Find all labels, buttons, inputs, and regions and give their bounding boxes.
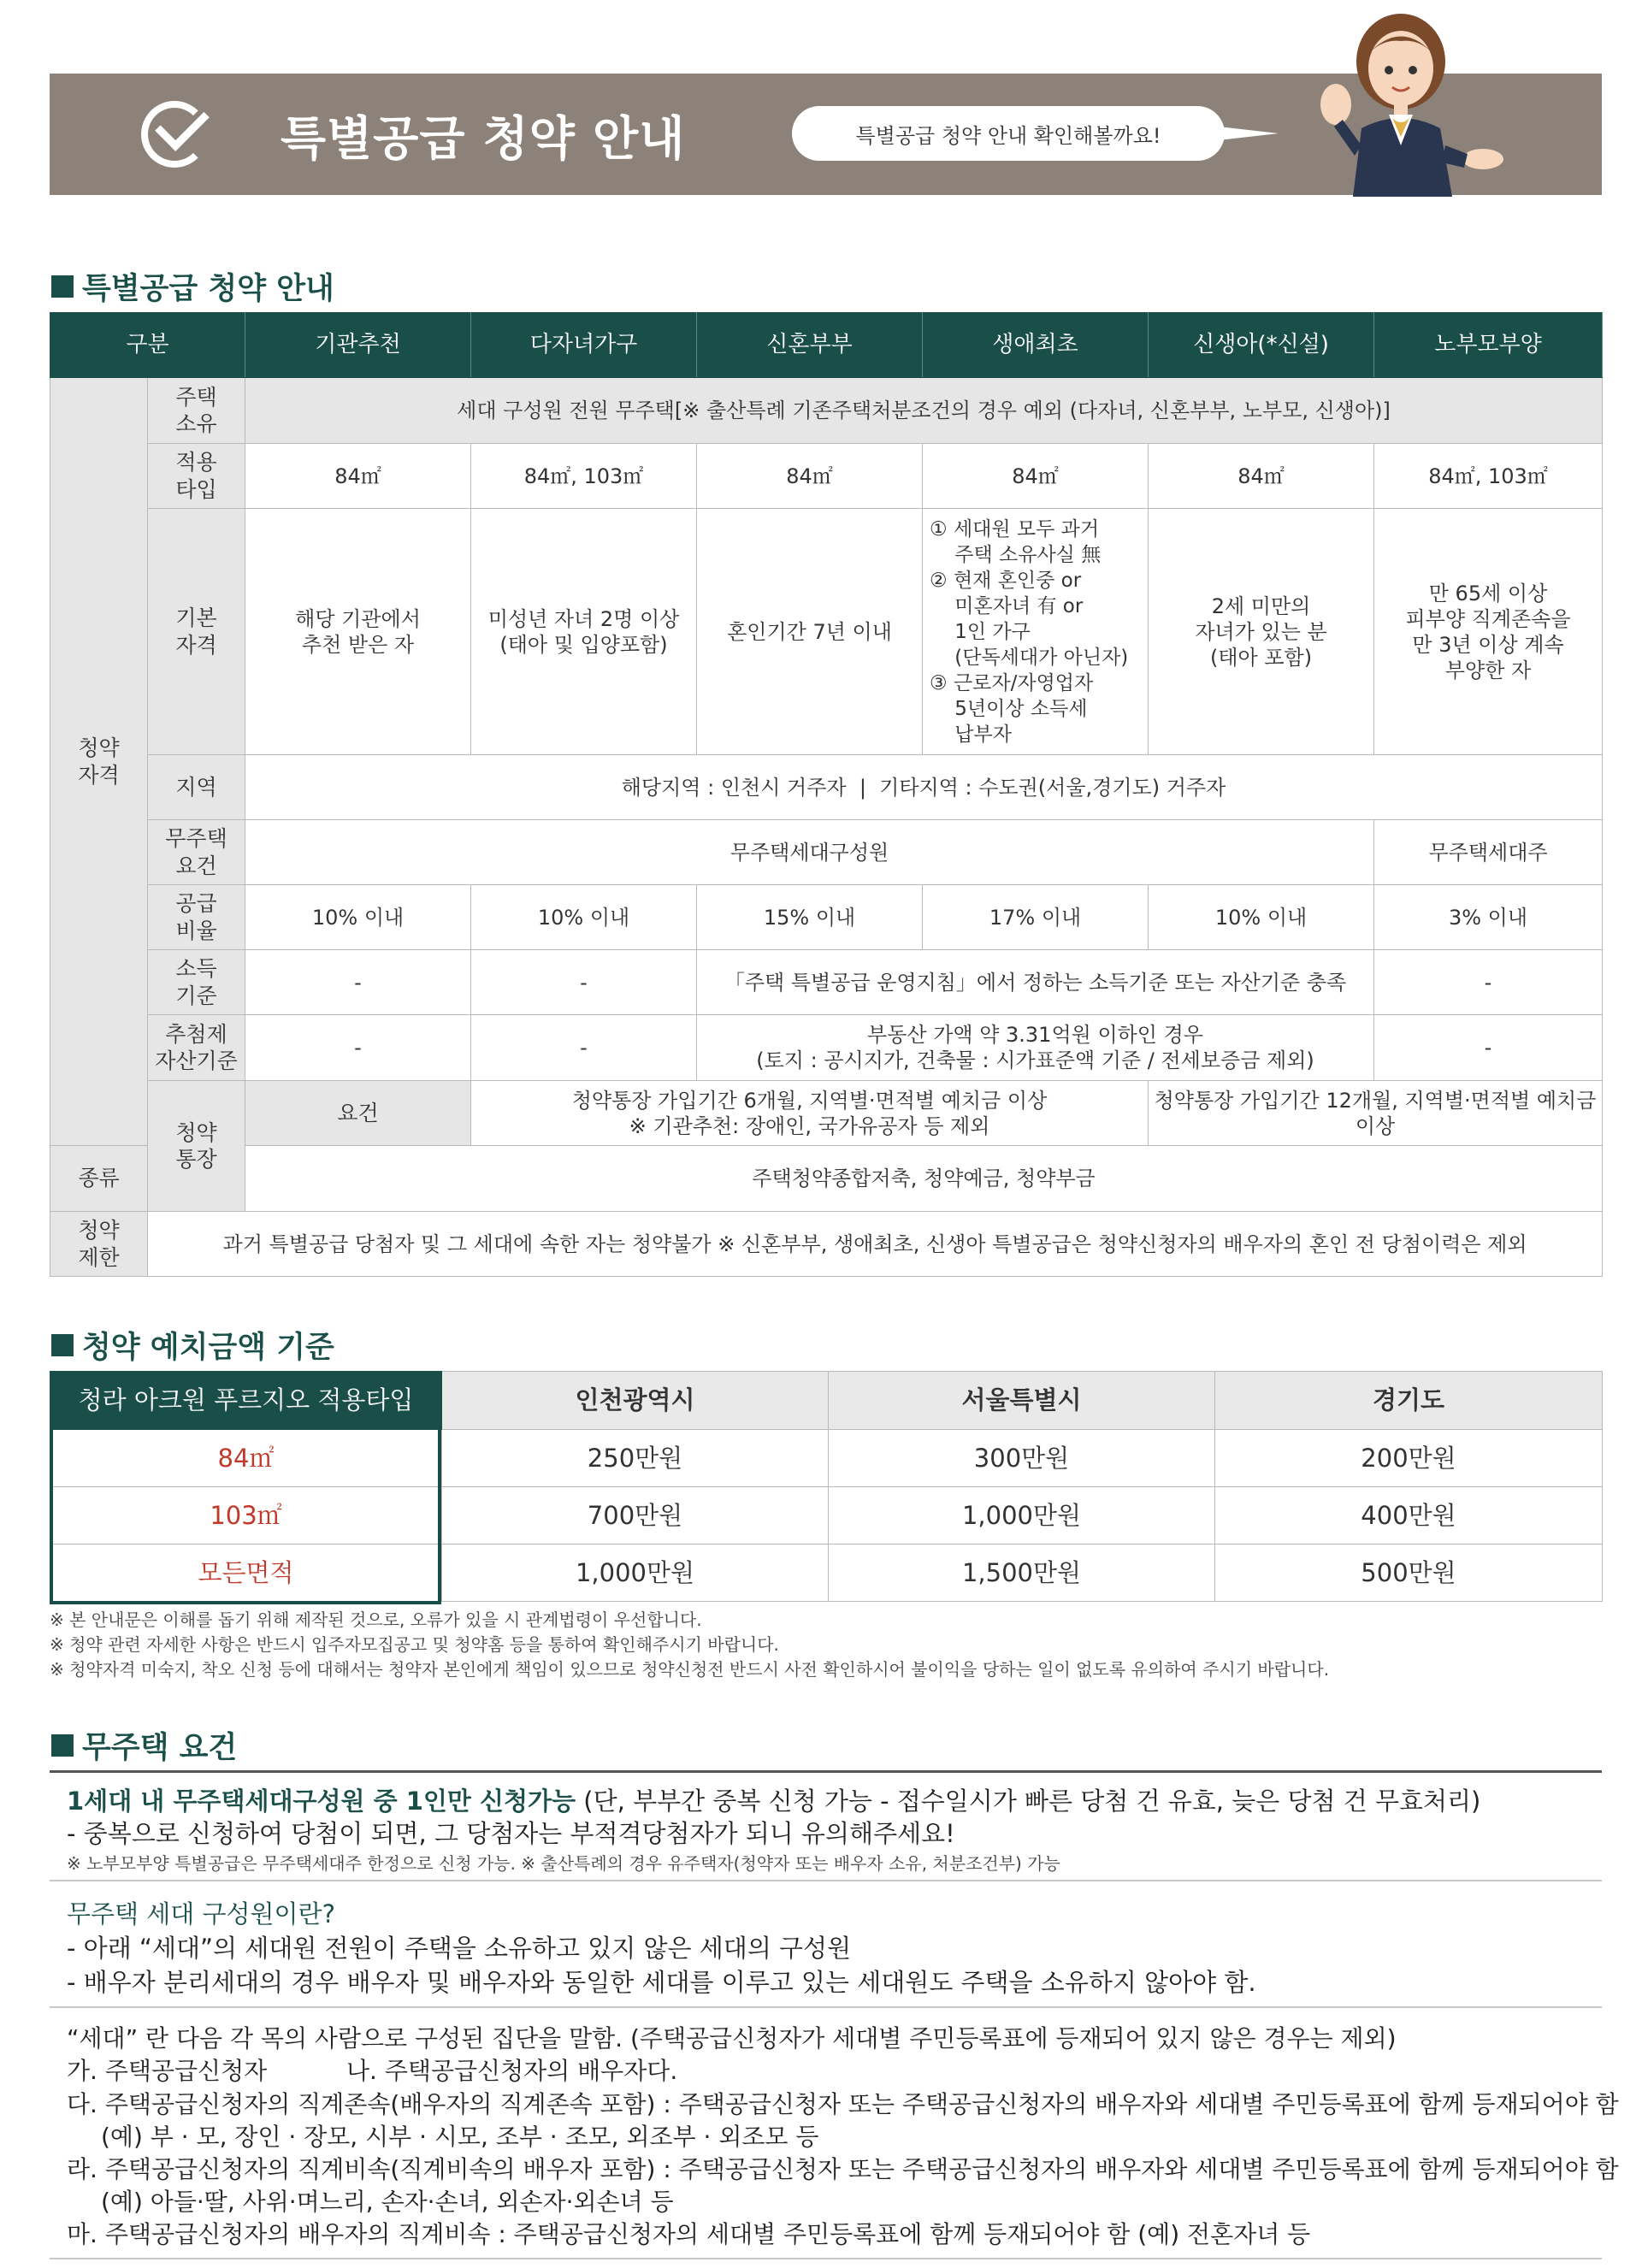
table-row xyxy=(50,1544,1603,1602)
header-institution: 기관추천 xyxy=(245,313,471,378)
limit-text: 과거 특별공급 당첨자 및 그 세대에 속한 자는 청약불가 ※ 신혼부부, 생애최초, 신생아 특별공급은 청약신청자의 배우자의 혼인 전 당첨이력은 제외 xyxy=(148,1212,1603,1277)
section-divider xyxy=(50,1770,1602,1773)
row-label-region: 지역 xyxy=(148,755,245,820)
guide-character-illustration xyxy=(1300,9,1514,197)
deposit-header-row xyxy=(50,1372,1603,1430)
nohouse-member-title: 무주택 세대 구성원이란? xyxy=(67,1899,335,1928)
group-account: 청약 통장 xyxy=(148,1081,245,1212)
nohouse-member-desc-1: - 아래 “세대”의 세대원 전원이 주택을 소유하고 있지 않은 세대의 구성원 xyxy=(67,1934,852,1963)
type-cell: 84㎡, 103㎡ xyxy=(471,444,697,509)
nohouse-rule-note: ※ 노부모부양 특별공급은 무주택세대주 한정으로 신청 가능. ※ 출산특례의 경우 유주택자(청약자 또는 배우자 소유, 처분조건부) 가능 xyxy=(67,1853,1060,1874)
household-item-e: 마. 주택공급신청자의 배우자의 직계비속 : 주택공급신청자의 세대별 주민등록표에 함께 등재되어야 함 (예) 전혼자녀 등 xyxy=(67,2220,1311,2248)
heading-square-icon xyxy=(51,275,74,298)
deposit-header-gyeonggi: 경기도 xyxy=(1215,1372,1603,1430)
income-cell: - xyxy=(1374,950,1603,1015)
nohouse-head: 무주택세대주 xyxy=(1374,820,1603,885)
nohouse-rule-main: 1세대 내 무주택세대구성원 중 1인만 신청가능 (단, 부부간 중복 신청 가능 - 접수일시가 빠른 당첨 건 유효, 늦은 당첨 건 무효처리) xyxy=(67,1787,1481,1816)
row-label-ownership: 주택 소유 xyxy=(148,378,245,444)
type-cell: 84㎡ xyxy=(697,444,923,509)
table-row xyxy=(50,1430,1603,1487)
banner-title: 특별공급 청약 안내 xyxy=(281,111,686,166)
nohouse-rule-warning: - 중복으로 신청하여 당첨이 되면, 그 당첨자는 부적격당첨자가 되니 유의해주세요! xyxy=(67,1819,955,1848)
header-newborn: 신생아(*신설) xyxy=(1149,313,1374,378)
household-definition: “세대” 란 다음 각 목의 사람으로 구성된 집단을 말함. (주택공급신청자가 세대별 주민등록표에 등재되어 있지 않은 경우는 제외) xyxy=(67,2024,1397,2052)
section-heading-special-supply: 특별공급 청약 안내 xyxy=(51,265,334,308)
nohouse-member: 무주택세대구성원 xyxy=(245,820,1374,885)
group-qualification: 청약 자격 xyxy=(50,378,148,1146)
deposit-type: 84㎡ xyxy=(50,1430,442,1487)
asset-cell: - xyxy=(471,1015,697,1081)
ratio-cell: 17% 이내 xyxy=(923,885,1149,950)
note-line: ※ 청약 관련 자세한 사항은 반드시 입주자모집공고 및 청약홈 등을 통하여 확인해주시기 바랍니다. xyxy=(50,1634,779,1655)
divider xyxy=(50,1880,1602,1881)
type-cell: 84㎡ xyxy=(1149,444,1374,509)
deposit-header-incheon: 인천광역시 xyxy=(442,1372,829,1430)
household-item-c-example: (예) 부 · 모, 장인 · 장모, 시부 · 시모, 조부 · 조모, 외조부 · 외조모 등 xyxy=(101,2123,819,2151)
deposit-amount: 300만원 xyxy=(829,1430,1215,1487)
table-row xyxy=(50,378,1603,444)
income-cell: - xyxy=(471,950,697,1015)
heading-square-icon xyxy=(51,1734,74,1757)
type-cell: 84㎡ xyxy=(923,444,1149,509)
basic-cell: 혼인기간 7년 이내 xyxy=(697,509,923,755)
header-first-time: 생애최초 xyxy=(923,313,1149,378)
table-row xyxy=(50,755,1603,820)
divider xyxy=(50,2006,1602,2008)
row-label-account-req: 요건 xyxy=(245,1081,471,1146)
region-text: 해당지역 : 인천시 거주자 | 기타지역 : 수도권(서울,경기도) 거주자 xyxy=(245,755,1603,820)
speech-bubble-tail xyxy=(1219,127,1279,140)
divider xyxy=(50,2258,1602,2259)
type-cell: 84㎡, 103㎡ xyxy=(1374,444,1603,509)
ratio-cell: 10% 이내 xyxy=(245,885,471,950)
basic-cell-first-time: ① 세대원 모두 과거 주택 소유사실 無 ② 현재 혼인중 or 미혼자녀 有 or 1인 가구 (단독세대가 아닌자) ③ 근로자/자영업자 5년이상 소득세 납부자 xyxy=(923,509,1149,755)
row-label-asset: 추첨제 자산기준 xyxy=(148,1015,245,1081)
note-line: ※ 본 안내문은 이해를 돕기 위해 제작된 것으로, 오류가 있을 시 관계법령이 우선합니다. xyxy=(50,1609,702,1630)
group-limit: 청약 제한 xyxy=(50,1212,148,1277)
ownership-text: 세대 구성원 전원 무주택[※ 출산특례 기존주택처분조건의 경우 예외 (다자녀, 신혼부부, 노부모, 신생아)] xyxy=(245,378,1603,444)
ratio-cell: 15% 이내 xyxy=(697,885,923,950)
table-row xyxy=(50,1081,1603,1146)
asset-cell: - xyxy=(1374,1015,1603,1081)
row-label-ratio: 공급 비율 xyxy=(148,885,245,950)
section-heading-nohouse: 무주택 요건 xyxy=(51,1724,237,1767)
type-cell: 84㎡ xyxy=(245,444,471,509)
special-supply-table xyxy=(50,312,1603,1277)
table-header-row xyxy=(50,313,1603,378)
account-req-left: 청약통장 가입기간 6개월, 지역별·면적별 예치금 이상 ※ 기관추천: 장애인, 국가유공자 등 제외 xyxy=(471,1081,1149,1146)
asset-standard: 부동산 가액 약 3.31억원 이하인 경우 (토지 : 공시지가, 건축물 : 시가표준액 기준 / 전세보증금 제외) xyxy=(697,1015,1374,1081)
basic-cell: 2세 미만의 자녀가 있는 분 (태아 포함) xyxy=(1149,509,1374,755)
row-label-account-type: 종류 xyxy=(50,1146,148,1212)
deposit-table xyxy=(50,1371,1603,1602)
table-row xyxy=(50,1146,1603,1212)
header-elderly-parent: 노부모부양 xyxy=(1374,313,1603,378)
deposit-amount: 1,500만원 xyxy=(829,1544,1215,1602)
deposit-amount: 250만원 xyxy=(442,1430,829,1487)
table-row xyxy=(50,950,1603,1015)
deposit-header-seoul: 서울특별시 xyxy=(829,1372,1215,1430)
header-multichild: 다자녀가구 xyxy=(471,313,697,378)
deposit-amount: 500만원 xyxy=(1215,1544,1603,1602)
income-cell: - xyxy=(245,950,471,1015)
ratio-cell: 10% 이내 xyxy=(1149,885,1374,950)
nohouse-member-desc-2: - 배우자 분리세대의 경우 배우자 및 배우자와 동일한 세대를 이루고 있는 세대원도 주택을 소유하지 않아야 함. xyxy=(67,1968,1256,1997)
deposit-amount: 200만원 xyxy=(1215,1430,1603,1487)
row-label-type: 적용 타입 xyxy=(148,444,245,509)
basic-cell: 해당 기관에서 추천 받은 자 xyxy=(245,509,471,755)
household-item-d-example: (예) 아들·딸, 사위·며느리, 손자·손녀, 외손자·외손녀 등 xyxy=(101,2188,674,2216)
ratio-cell: 3% 이내 xyxy=(1374,885,1603,950)
table-row xyxy=(50,820,1603,885)
speech-bubble: 특별공급 청약 안내 확인해볼까요! xyxy=(792,106,1225,161)
deposit-amount: 1,000만원 xyxy=(442,1544,829,1602)
row-label-income: 소득 기준 xyxy=(148,950,245,1015)
header-category: 구분 xyxy=(50,313,245,378)
account-type-text: 주택청약종합저축, 청약예금, 청약부금 xyxy=(245,1146,1603,1212)
household-item-a: 가. 주택공급신청자 xyxy=(67,2057,268,2085)
notes-block xyxy=(50,1608,1329,1682)
account-req-right: 청약통장 가입기간 12개월, 지역별·면적별 예치금 이상 xyxy=(1149,1081,1603,1146)
row-label-basic: 기본 자격 xyxy=(148,509,245,755)
heading-square-icon xyxy=(51,1334,74,1356)
ratio-cell: 10% 이내 xyxy=(471,885,697,950)
table-row xyxy=(50,509,1603,755)
deposit-amount: 400만원 xyxy=(1215,1487,1603,1544)
household-item-c: 다. 주택공급신청자의 직계존속(배우자의 직계존속 포함) : 주택공급신청자 또는 주택공급신청자의 배우자와 세대별 주민등록표에 함께 등재되어야 함 xyxy=(67,2090,1619,2118)
row-label-nohouse: 무주택 요건 xyxy=(148,820,245,885)
table-row xyxy=(50,885,1603,950)
household-item-d: 라. 주택공급신청자의 직계비속(직계비속의 배우자 포함) : 주택공급신청자 또는 주택공급신청자의 배우자와 세대별 주민등록표에 함께 등재되어야 함 xyxy=(67,2155,1619,2183)
table-row xyxy=(50,1015,1603,1081)
deposit-amount: 700만원 xyxy=(442,1487,829,1544)
deposit-type: 103㎡ xyxy=(50,1487,442,1544)
basic-cell: 미성년 자녀 2명 이상 (태아 및 입양포함) xyxy=(471,509,697,755)
basic-cell: 만 65세 이상 피부양 직계존속을 만 3년 이상 계속 부양한 자 xyxy=(1374,509,1603,755)
table-row xyxy=(50,444,1603,509)
header-newlywed: 신혼부부 xyxy=(697,313,923,378)
section-heading-deposit: 청약 예치금액 기준 xyxy=(51,1324,334,1367)
household-item-b: 나. 주택공급신청자의 배우자다. xyxy=(346,2057,678,2085)
asset-cell: - xyxy=(245,1015,471,1081)
note-line: ※ 청약자격 미숙지, 착오 신청 등에 대해서는 청약자 본인에게 책임이 있으므로 청약신청전 반드시 사전 확인하시어 불이익을 당하는 일이 없도록 유의하여 주시기 바랍니다. xyxy=(50,1659,1330,1680)
table-row xyxy=(50,1487,1603,1544)
table-row xyxy=(50,1212,1603,1277)
deposit-header-type: 청라 아크원 푸르지오 적용타입 xyxy=(50,1372,442,1430)
deposit-type: 모든면적 xyxy=(50,1544,442,1602)
income-standard: 「주택 특별공급 운영지침」에서 정하는 소득기준 또는 자산기준 충족 xyxy=(697,950,1374,1015)
deposit-amount: 1,000만원 xyxy=(829,1487,1215,1544)
